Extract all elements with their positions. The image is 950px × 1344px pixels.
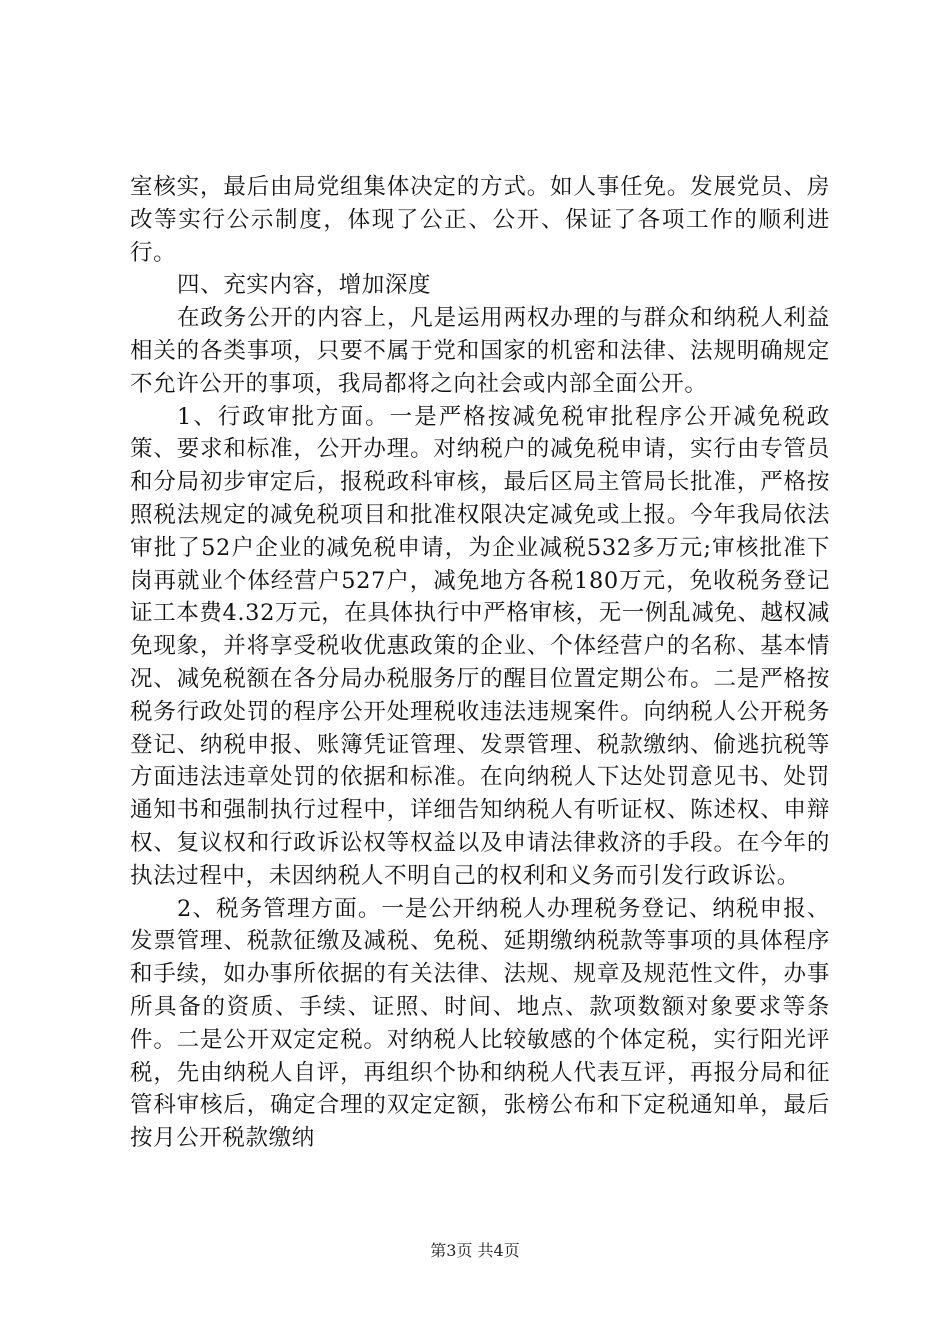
page-number-footer: 第3页 共4页 bbox=[430, 1241, 520, 1260]
section-heading-4: 四、充实内容，增加深度 bbox=[177, 272, 432, 299]
document-body bbox=[130, 171, 830, 1155]
paragraph-content-scope: 在政务公开的内容上，凡是运用两权办理的与群众和纳税人利益相关的各类事项，只要不属于党和国家的机密和法律、法规明确规定不允许公开的事项，我局都将之向社会或内部全面公开。 bbox=[130, 305, 830, 397]
paragraph-continuation: 室核实，最后由局党组集体决定的方式。如人事任免。发展党员、房改等实行公示制度，体现了公正、公开、保证了各项工作的顺利进行。 bbox=[130, 174, 830, 266]
paragraph-tax-management: 2、税务管理方面。一是公开纳税人办理税务登记、纳税申报、发票管理、税款征缴及减税、免税、延期缴纳税款等事项的具体程序和手续，如办事所依据的有关法律、法规、规章及规范性文件，办事所具备的资质、手续、证照、时间、地点、款项数额对象要求等条件。二是公开双定定税。对纳税人比较敏感的个体定税，实行阳光评税，先由纳税人自评，再组织个协和纳税人代表互评，再报分局和征管科审核后，确定合理的双定定额，张榜公布和下定税通知单，最后按月公开税款缴纳 bbox=[130, 895, 830, 1152]
paragraph-administrative-approval: 1、行政审批方面。一是严格按减免税审批程序公开减免税政策、要求和标准，公开办理。对纳税户的减免税申请，实行由专管员和分局初步审定后，报税政科审核，最后区局主管局长批准，严格按照税法规定的减免税项目和批准权限决定减免或上报。今年我局依法审批了52户企业的减免税申请，为企业减税532多万元;审核批准下岗再就业个体经营户527户，减免地方各税180万元，免收税务登记证工本费4.32万元，在具体执行中严格审核，无一例乱减免、越权减免现象，并将享受税收优惠政策的企业、个体经营户的名称、基本情况、减免税额在各分局办税服务厅的醒目位置定期公布。二是严格按税务行政处罚的程序公开处理税收违法违规案件。向纳税人公开税务登记、纳税申报、账簿凭证管理、发票管理、税款缴纳、偷逃抗税等方面违法违章处罚的依据和标准。在向纳税人下达处罚意见书、处罚通知书和强制执行过程中，详细告知纳税人有听证权、陈述权、申辩权、复议权和行政诉讼权等权益以及申请法律救济的手段。在今年的执法过程中，未因纳税人不明自己的权利和义务而引发行政诉讼。 bbox=[130, 403, 830, 889]
